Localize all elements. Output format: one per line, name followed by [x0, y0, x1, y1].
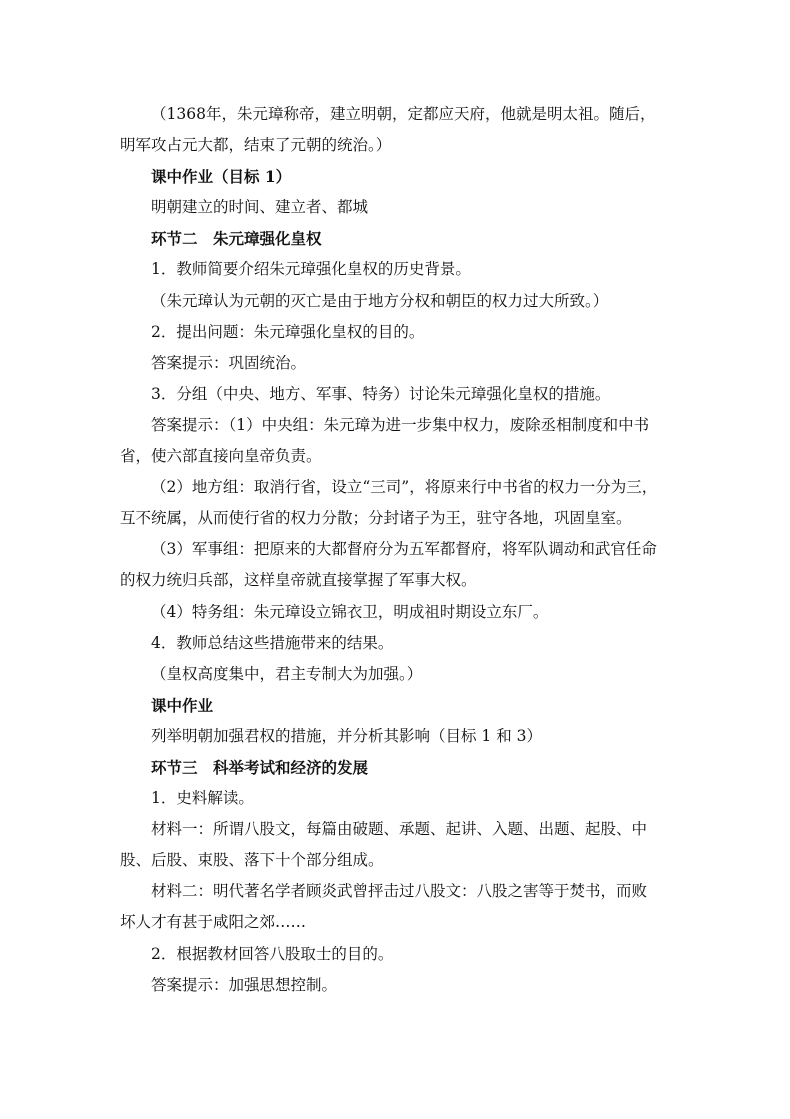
text-line: 坏人才有甚于咸阳之郊…… [120, 913, 307, 932]
text-line: 3．分组（中央、地方、军事、特务）讨论朱元璋强化皇权的措施。 [151, 384, 611, 403]
section-heading: 环节二 朱元璋强化皇权 [151, 229, 322, 249]
section-heading: 课中作业 [151, 695, 214, 715]
text-line: 材料一：所谓八股文，每篇由破题、承题、起讲、入题、出题、起股、中 [151, 820, 648, 839]
text-line: 互不统属，从而使行省的权力分散；分封诸子为王，驻守各地，巩固皇室。 [120, 509, 632, 528]
text-line: 材料二：明代著名学者顾炎武曾抨击过八股文：八股之害等于焚书，而败 [151, 882, 648, 901]
text-line: 的权力统归兵部，这样皇帝就直接掌握了军事大权。 [120, 571, 477, 590]
text-line: 答案提示：（1）中央组：朱元璋为进一步集中权力，废除丞相制度和中书 [151, 415, 650, 434]
text-line: 答案提示：巩固统治。 [151, 353, 307, 372]
text-line: 答案提示：加强思想控制。 [151, 975, 338, 994]
text-line: 1．教师简要介绍朱元璋强化皇权的历史背景。 [151, 260, 471, 279]
text-line: （2）地方组：取消行省，设立“三司”，将原来行中书省的权力一分为三， [151, 478, 658, 497]
text-line: 明军攻占元大都，结束了元朝的统治。） [120, 136, 392, 155]
text-line: （4）特务组：朱元璋设立锦衣卫，明成祖时期设立东厂。 [151, 602, 549, 621]
text-line: （3）军事组：把原来的大都督府分为五军都督府，将军队调动和武官任命 [151, 540, 657, 559]
text-line: 列举明朝加强君权的措施，并分析其影响（目标 1 和 3） [151, 726, 543, 745]
text-line: 股、后股、束股、落下十个部分组成。 [120, 851, 384, 870]
section-heading: 课中作业（目标 1） [151, 167, 292, 187]
text-line: 2．提出问题：朱元璋强化皇权的目的。 [151, 322, 425, 341]
text-line: （皇权高度集中，君主专制大为加强。） [151, 664, 423, 683]
text-line: 4．教师总结这些措施带来的结果。 [151, 633, 394, 652]
text-line: 1．史料解读。 [151, 789, 254, 808]
text-line: 明朝建立的时间、建立者、都城 [151, 198, 369, 217]
document-body [120, 99, 672, 1001]
section-heading: 环节三 科举考试和经济的发展 [151, 757, 369, 777]
text-line: 省，使六部直接向皇帝负责。 [120, 447, 322, 466]
text-line: （1368年，朱元璋称帝，建立明朝，定都应天府，他就是明太祖。随后， [151, 105, 656, 123]
text-line: 2．根据教材回答八股取士的目的。 [151, 944, 394, 963]
text-line: （朱元璋认为元朝的灭亡是由于地方分权和朝臣的权力过大所致。） [151, 291, 609, 310]
